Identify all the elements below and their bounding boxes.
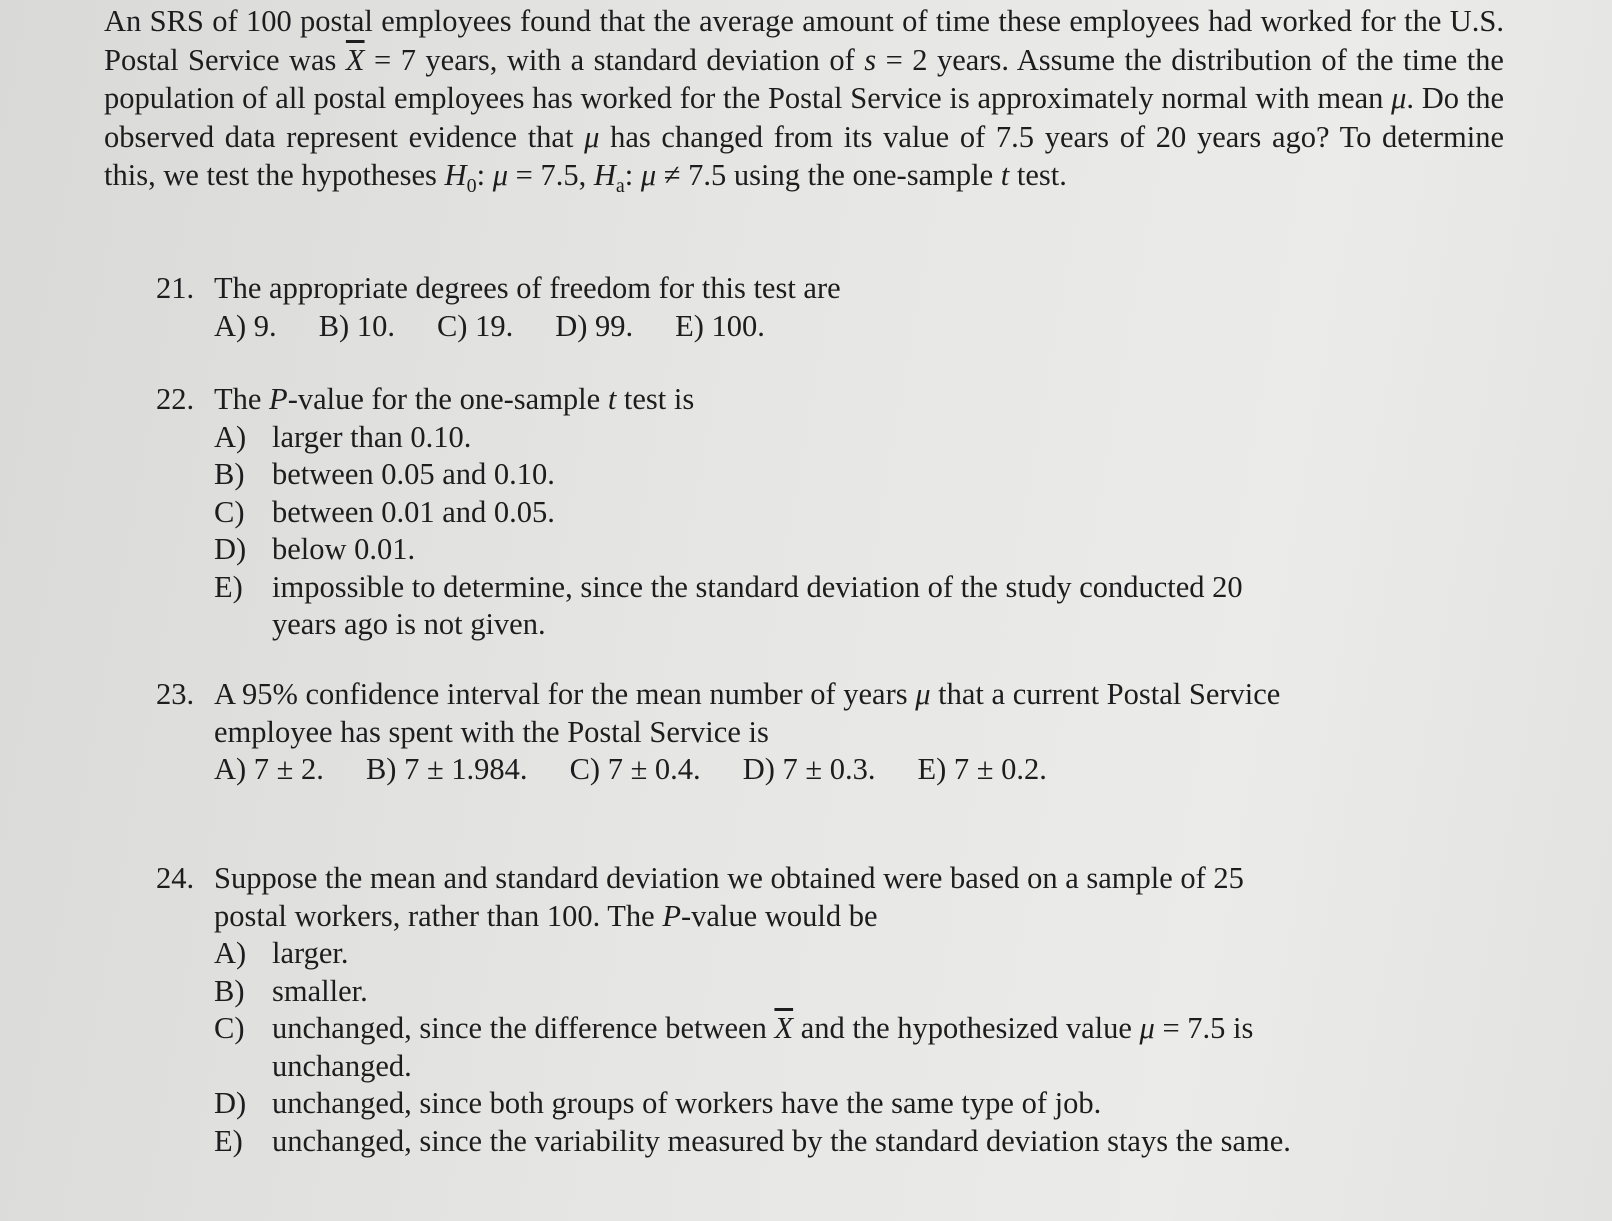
mu-symbol: μ [640,158,657,192]
answer-option-e[interactable]: E) impossible to determine, since the standard deviation of the study conducted 20 years ago is not given. [214,569,1243,641]
answer-option-e[interactable]: E) 100. [675,308,765,343]
t-symbol: t [1000,158,1010,192]
mu-symbol: μ [915,677,931,711]
answer-option-c[interactable]: C) 7 ± 0.4. [569,752,701,786]
answer-option-c[interactable]: C) 19. [436,308,514,343]
intro-text: : [624,158,641,192]
answer-option-a[interactable]: A) 9. [214,308,277,343]
answer-option-d[interactable]: D) 99. [555,308,634,343]
intro-text: has changed from its value of 7.5 years of 20 years ago? To determine this, we test the hypotheses [104,119,1505,192]
answer-option-c[interactable]: C) unchanged, since the difference between $\overline{X}$ and the hypothesized value μ = 7.5 is unchanged. [214,1011,1254,1083]
answer-option-b[interactable]: B) 7 ± 1.984. [365,752,528,786]
answer-option-b[interactable]: B) between 0.05 and 0.10. [214,457,555,491]
question-22 [156,381,1456,644]
sample-mean-symbol: $\overline{X}$ [345,42,365,77]
question-23 [156,676,1456,789]
sd-symbol: s [864,42,877,77]
answer-option-a[interactable]: A) 7 ± 2. [214,752,324,786]
intro-text: An SRS of 100 postal employees found that the average amount of time these employees had worked for the U.S. Postal Service was [104,4,1504,77]
question-number: 21. [156,271,195,305]
problem-intro [104,2,1505,198]
question-24 [156,860,1456,1160]
answer-options [214,419,1456,644]
sample-mean-symbol: $\overline{X}$ [774,1011,794,1045]
t-symbol: t [607,382,617,416]
mu-symbol: μ [1139,1011,1155,1045]
answer-option-e[interactable]: E) 7 ± 0.2. [917,752,1047,786]
answer-option-b[interactable]: B) 10. [318,308,395,343]
question-number: 23. [156,677,195,711]
null-hypothesis-subscript: 0 [466,175,477,198]
intro-text: = 7 years, with a standard deviation of [364,42,865,77]
answer-options [214,935,1456,1160]
answer-options [214,308,1456,346]
question-21 [156,270,1456,345]
null-hypothesis-symbol: H [444,158,467,192]
answer-option-b[interactable]: B) smaller. [214,973,368,1008]
p-symbol: P [662,898,681,933]
intro-text: : [476,158,493,192]
answer-option-a[interactable]: A) larger. [214,936,349,970]
alt-hypothesis-symbol: H [593,158,616,192]
intro-text: test. [1009,158,1067,192]
mu-symbol: μ [492,158,508,192]
answer-option-a[interactable]: A) larger than 0.10. [214,419,472,454]
intro-text: = 7.5, [508,158,594,192]
question-text: Suppose the mean and standard deviation we obtained were based on a sample of 25 postal workers, rather than 100. The P-value would be [214,861,1244,933]
alt-hypothesis-subscript: a [615,175,625,198]
answer-option-d[interactable]: D) below 0.01. [214,532,416,566]
p-symbol: P [269,382,288,416]
question-text: The appropriate degrees of freedom for this test are [214,271,841,305]
intro-text: = 2 years. Assume the distribution of the time the population of all postal employees has worked for the Postal Service is approximately normal with mean [104,42,1504,115]
answer-option-d[interactable]: D) unchanged, since both groups of workers have the same type of job. [214,1086,1102,1120]
question-text: A 95% confidence interval for the mean number of years μ that a current Postal Service employee has spent with the Postal Service is [214,677,1281,749]
intro-paragraph [104,2,1505,198]
question-number: 24. [156,861,195,895]
intro-text: . Do the observed data represent evidence that [104,81,1504,154]
question-number: 22. [156,382,195,416]
question-text: The P-value for the one-sample t test is [214,382,695,416]
intro-text: ≠ 7.5 using the one-sample [656,158,1001,192]
mu-symbol: μ [1391,81,1407,115]
answer-option-d[interactable]: D) 7 ± 0.3. [742,752,876,786]
answer-option-e[interactable]: E) unchanged, since the variability measured by the standard deviation stays the same. [214,1123,1291,1158]
answer-options [214,751,1456,789]
answer-option-c[interactable]: C) between 0.01 and 0.05. [214,494,555,529]
mu-symbol: μ [584,119,600,154]
